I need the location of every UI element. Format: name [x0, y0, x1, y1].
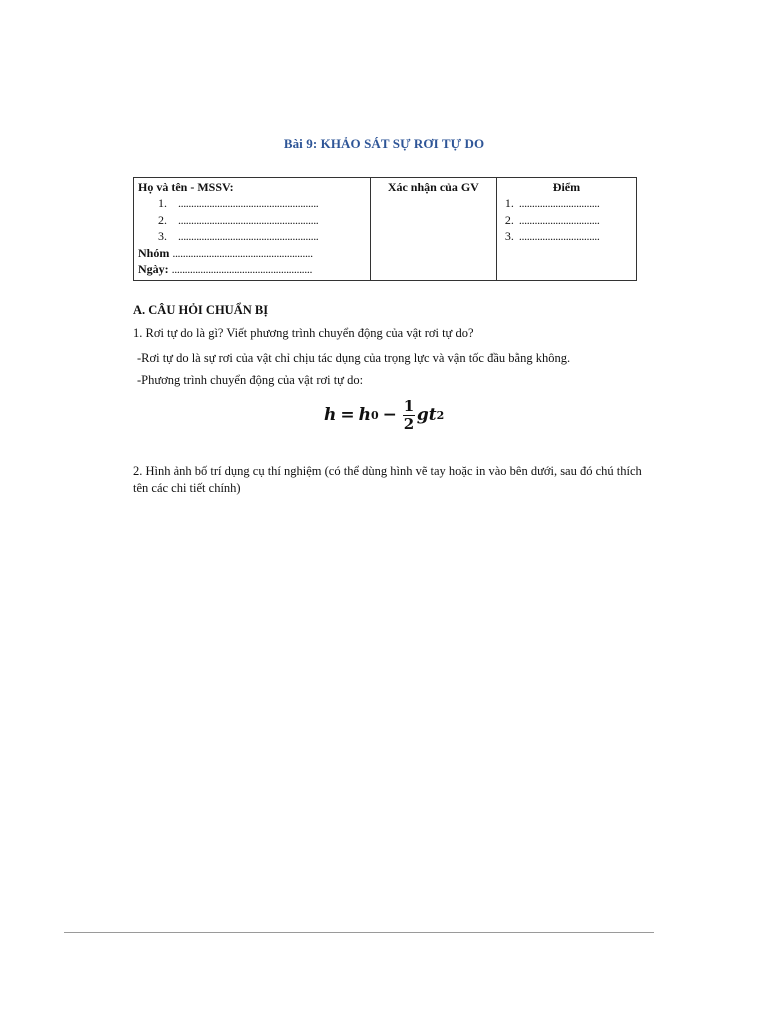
question-2: 2. Hình ảnh bố trí dụng cụ thí nghiệm (có thể dùng hình vẽ tay hoặc in vào bên dưới, sau đó chú thích tên các chi tiết chính): [133, 464, 642, 495]
score-row: 2. ...............................: [504, 212, 600, 227]
student-header: Họ và tên - MSSV:: [138, 180, 234, 194]
score-row: 1. ...............................: [504, 196, 600, 210]
section-heading: A. CÂU HỎI CHUẨN BỊ: [133, 303, 269, 317]
member-row: 2. ......................................................: [158, 212, 319, 227]
answer-1-equation-label: -Phương trình chuyển động của vật rơi tự do:: [137, 373, 364, 387]
info-table: [133, 177, 637, 281]
member-row: 1. ......................................................: [158, 196, 319, 210]
student-cell: [134, 178, 371, 281]
teacher-confirm-header: Xác nhận của GV: [387, 180, 479, 194]
score-cell: [496, 178, 636, 281]
group-row: Nhóm ......................................................: [138, 245, 313, 260]
group-label: Nhóm: [138, 245, 170, 260]
footer-divider: [64, 932, 654, 933]
member-row: 3. ......................................................: [158, 229, 319, 243]
date-row: Ngày: ......................................................: [138, 262, 313, 276]
score-header: Điểm: [552, 180, 581, 194]
page-title: Bài 9: KHẢO SÁT SỰ RƠI TỰ DO: [283, 136, 485, 151]
free-fall-formula: h = h 0 − $\frac{1}{2}$ gt 2: [324, 396, 445, 433]
question-1: 1. Rơi tự do là gì? Viết phương trình chuyển động của vật rơi tự do?: [133, 326, 474, 340]
score-row: 3. ...............................: [504, 229, 600, 243]
date-label: Ngày:: [138, 262, 169, 276]
teacher-confirm-cell: [370, 178, 496, 281]
answer-1-definition: -Rơi tự do là sự rơi của vật chỉ chịu tác dụng của trọng lực và vận tốc đầu bằng không.: [137, 351, 571, 365]
fraction: $\frac{1}{2}$: [403, 396, 415, 433]
